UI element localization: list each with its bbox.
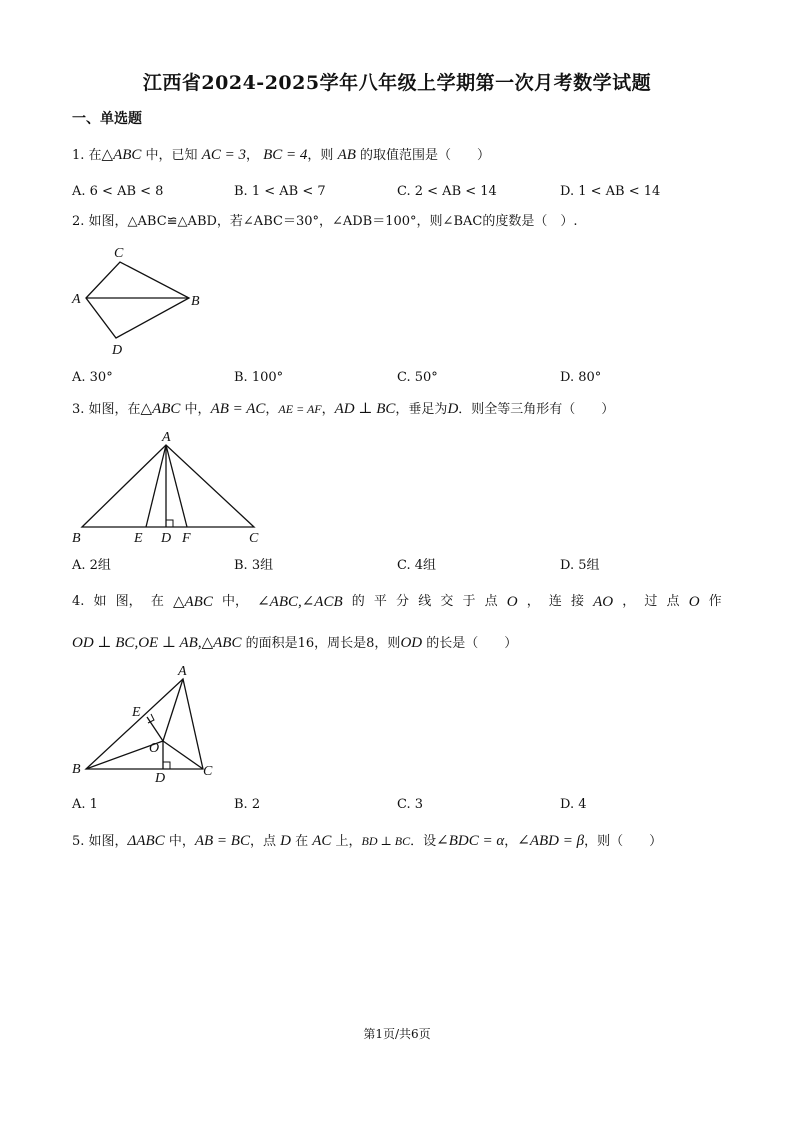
q1-cond-ac: AC = 3	[201, 147, 246, 163]
q4-conditions: OD ⊥ BC,OE ⊥ AB,	[72, 635, 202, 651]
q1-cond-bc: BC = 4	[263, 147, 308, 163]
q4-word: 图，	[115, 594, 142, 609]
q3-option-d[interactable]: D. 5组	[560, 558, 600, 573]
q3-label-a: A	[162, 430, 171, 445]
q4-word: 过	[644, 594, 658, 609]
question-4-line-1	[72, 593, 722, 611]
q5-triangle: ΔABC	[127, 833, 165, 849]
q4-word: 交	[440, 594, 454, 609]
q5-text: 在	[290, 834, 313, 849]
q4-triangle: △ABC	[201, 635, 242, 651]
q4-label-a: A	[178, 664, 187, 679]
q5-cond-1: AB = BC	[194, 833, 250, 849]
q4-word: 连	[548, 594, 562, 609]
q2-option-c[interactable]: C. 50°	[397, 370, 438, 385]
q2-label-d: D	[112, 343, 123, 358]
q3-cond-3: AD ⊥ BC	[334, 401, 396, 417]
q4-word: △ABC	[172, 594, 213, 610]
q3-foot-d: D	[447, 401, 459, 417]
q1-text: 中，已知	[141, 148, 202, 163]
q5-point-d: D	[280, 833, 291, 849]
q1-text: ，则	[307, 148, 338, 163]
q5-ac: AC	[312, 833, 332, 849]
q2-label-b: B	[191, 294, 200, 309]
q4-word: ，	[622, 594, 636, 609]
q4-text: 的面积是16，周长是8，则	[241, 636, 401, 651]
q4-figure	[68, 662, 228, 787]
q4-word: 点	[484, 594, 498, 609]
q5-text: 中，	[164, 834, 195, 849]
q4-word: 接	[571, 594, 585, 609]
q2-option-b[interactable]: B. 100°	[234, 370, 284, 385]
q4-word: 4.	[72, 594, 85, 609]
q4-word: 分	[396, 594, 410, 609]
q3-text: ，	[321, 402, 335, 417]
q4-label-b: B	[72, 762, 81, 777]
q4-text: 的长是（ ）	[422, 636, 518, 651]
q1-ab: AB	[337, 147, 356, 163]
q4-od: OD	[400, 635, 423, 651]
q3-label-e: E	[134, 531, 143, 546]
q3-text: ．则全等三角形有（ ）	[458, 402, 615, 417]
q3-triangle: △ABC	[140, 401, 181, 417]
q1-option-d[interactable]: D. 1 < AB < 14	[560, 184, 661, 199]
q1-triangle: △ABC	[101, 147, 142, 163]
q1-option-b[interactable]: B. 1 < AB < 7	[234, 184, 326, 199]
q4-word: ，	[526, 594, 540, 609]
q3-text: ，	[265, 402, 279, 417]
q5-text: ，	[504, 834, 518, 849]
question-5	[72, 832, 662, 851]
q4-word: 如	[93, 594, 107, 609]
question-1	[72, 146, 490, 165]
q3-option-c[interactable]: C. 4组	[397, 558, 437, 573]
q4-word: AO	[593, 594, 614, 610]
q4-label-o: O	[149, 741, 160, 756]
section-heading: 一、单选题	[72, 111, 142, 127]
q5-text: ，点	[249, 834, 281, 849]
page-title: 江西省2024-2025学年八年级上学期第一次月考数学试题	[142, 72, 652, 94]
q4-word: 在	[150, 594, 164, 609]
q4-label-d: D	[155, 771, 166, 786]
q3-option-b[interactable]: B. 3组	[234, 558, 274, 573]
q3-label-c: C	[249, 531, 259, 546]
q4-word: 中，	[221, 594, 248, 609]
q4-label-c: C	[203, 764, 213, 779]
q5-alpha: ∠BDC = α	[436, 833, 505, 849]
question-3	[72, 400, 614, 419]
q4-word: 线	[418, 594, 432, 609]
q1-option-a[interactable]: A. 6 < AB < 8	[72, 184, 164, 199]
q1-option-c[interactable]: C. 2 < AB < 14	[397, 184, 497, 199]
q2-option-a[interactable]: A. 30°	[72, 370, 113, 385]
q2-label-a: A	[72, 292, 81, 307]
q1-number: 1. 在	[72, 148, 102, 163]
q5-beta: ∠ABD = β	[517, 833, 585, 849]
q5-number: 5. 如图，	[72, 834, 128, 849]
q3-figure	[68, 425, 278, 550]
q4-word: ∠ABC,∠ACB	[257, 594, 343, 610]
q4-option-c[interactable]: C. 3	[397, 797, 424, 812]
q2-figure	[68, 240, 218, 360]
q4-word: 作	[708, 594, 722, 609]
q4-word: 的	[351, 594, 365, 609]
question-4-line-2	[72, 634, 517, 653]
q4-option-b[interactable]: B. 2	[234, 797, 261, 812]
q5-text: ．设	[410, 834, 437, 849]
question-2: 2. 如图，△ABC≌△ABD，若∠ABC＝30°，∠ADB＝100°，则∠BAC的度数是（ ）.	[72, 214, 578, 229]
q5-text: ，则（ ）	[584, 834, 663, 849]
q1-text: 的取值范围是（ ）	[355, 148, 491, 163]
q4-word: 于	[462, 594, 476, 609]
page-footer: 第1页/共6页	[363, 1027, 431, 1041]
q3-label-f: F	[182, 531, 191, 546]
q3-text: 中，	[180, 402, 211, 417]
q3-cond-2: AE = AF	[278, 402, 322, 416]
q5-cond-2: BD ⊥ BC	[361, 834, 411, 848]
q3-label-b: B	[72, 531, 81, 546]
q4-label-e: E	[132, 705, 141, 720]
q4-word: 点	[666, 594, 680, 609]
q5-text: 上，	[331, 834, 362, 849]
q4-option-a[interactable]: A. 1	[72, 797, 98, 812]
q2-option-d[interactable]: D. 80°	[560, 370, 602, 385]
q1-text: ，	[245, 148, 264, 163]
q4-option-d[interactable]: D. 4	[560, 797, 587, 812]
q3-label-d: D	[161, 531, 172, 546]
q2-label-c: C	[114, 246, 124, 261]
q3-option-a[interactable]: A. 2组	[72, 558, 111, 573]
q4-word: O	[506, 594, 518, 610]
q3-text: ，垂足为	[395, 402, 448, 417]
q3-cond-1: AB = AC	[210, 401, 266, 417]
q3-number: 3. 如图，在	[72, 402, 141, 417]
q4-word: 平	[373, 594, 387, 609]
q4-word: O	[688, 594, 700, 610]
